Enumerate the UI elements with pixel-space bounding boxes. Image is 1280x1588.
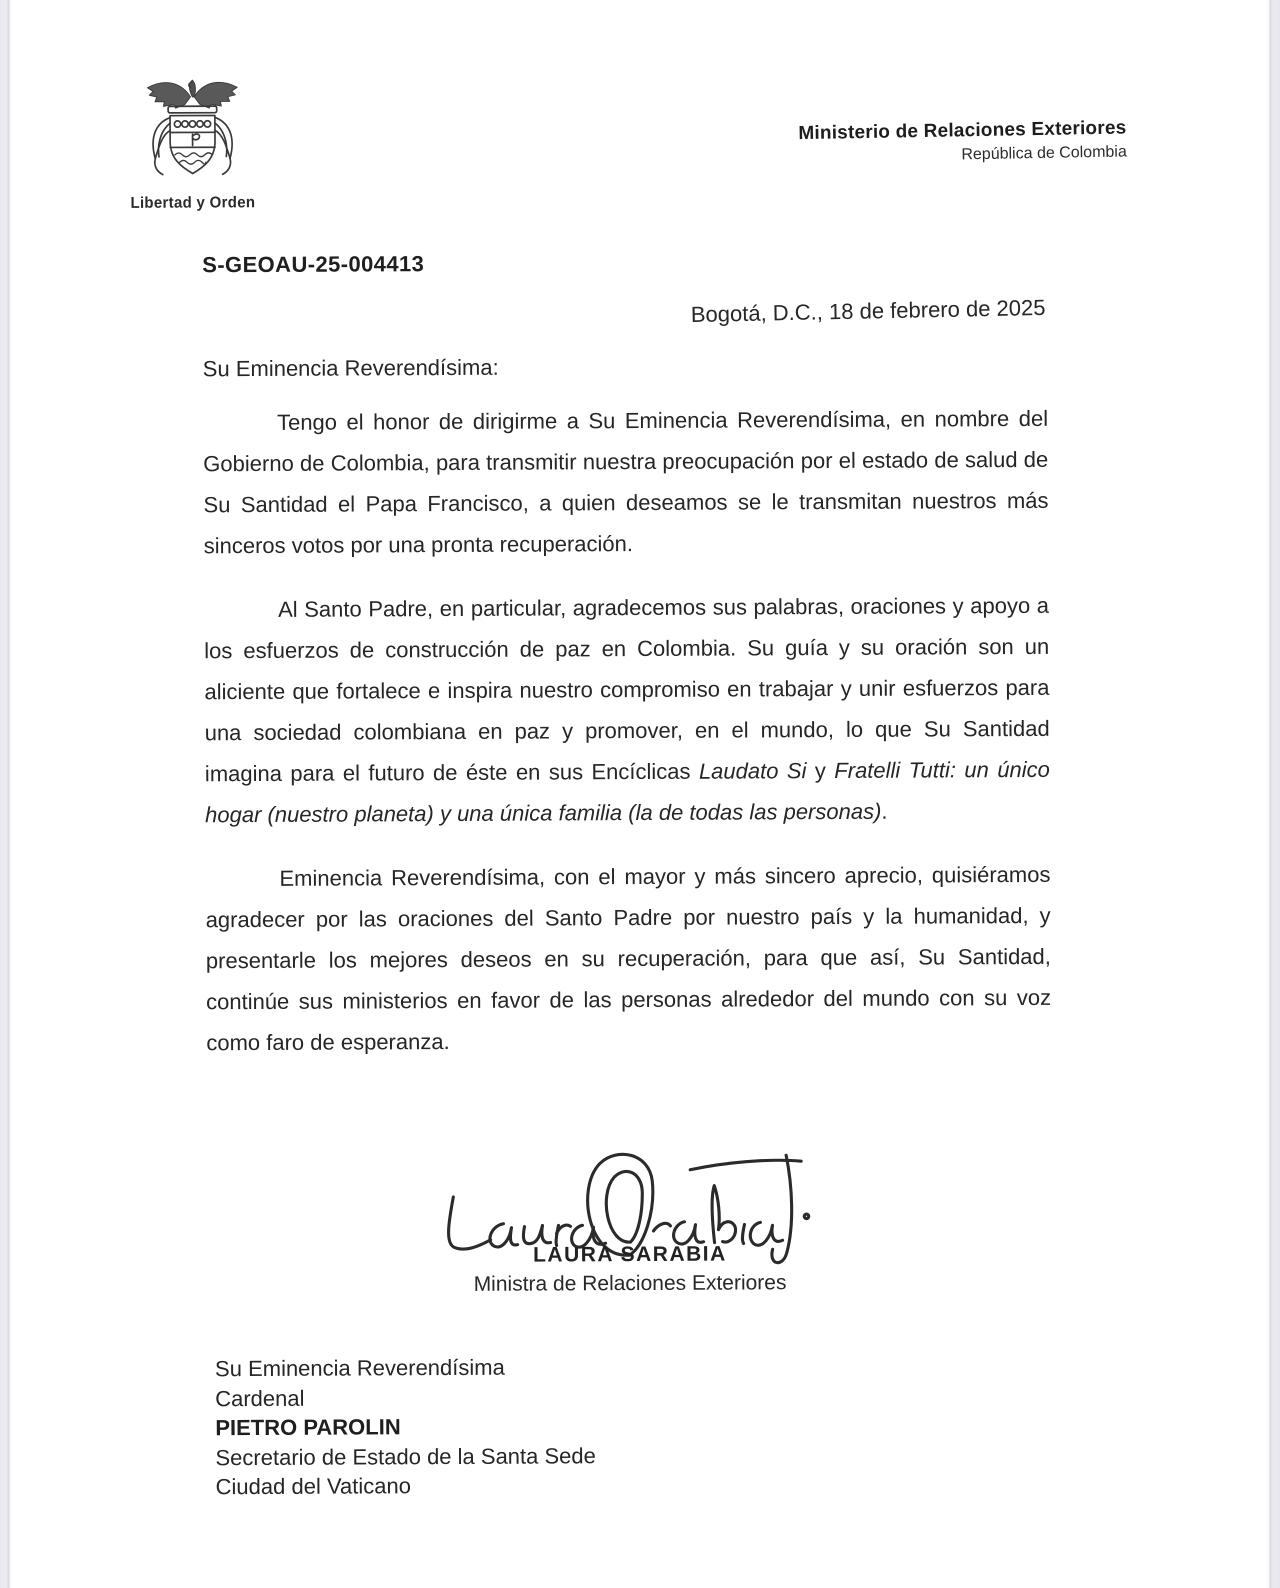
- encyclical-fratelli-tutti: Fratelli Tutti: un único hogar (nuestro planeta) y una única familia (la de todas las personas): [205, 756, 1050, 828]
- reference-number: S-GEOAU-25-004413: [202, 251, 425, 278]
- paragraph-3: [205, 854, 1051, 1063]
- recipient-city: Ciudad del Vaticano: [215, 1473, 411, 1500]
- paragraph-2-conjunction: y: [806, 757, 835, 784]
- crest-motto: Libertad y Orden: [130, 193, 256, 213]
- salutation: Su Eminencia Reverendísima:: [202, 354, 499, 382]
- recipient-block: [215, 1352, 596, 1501]
- paragraph-2-period: .: [881, 798, 888, 824]
- ministry-name: Ministerio de Relaciones Exteriores: [798, 117, 1127, 145]
- recipient-rank: Cardenal: [215, 1385, 305, 1411]
- paragraph-1-text: Tengo el honor de dirigirme a Su Eminencia Reverendísima, en nombre del Gobierno de Colombia, para transmitir nuestra preocupación por el estado de salud de Su Santidad el Papa Francisco, a quien deseamos se le transmitan nuestros más sinceros votos por una pronta recuperación.: [203, 405, 1049, 559]
- recipient-honorific: Su Eminencia Reverendísima: [214, 1354, 505, 1382]
- colombia-crest-block: [126, 76, 259, 212]
- signer-title: Ministra de Relaciones Exteriores: [473, 1271, 787, 1296]
- encyclical-laudato-si: Laudato Si: [698, 758, 807, 784]
- paragraph-2: [204, 585, 1050, 835]
- date-line: Bogotá, D.C., 18 de febrero de 2025: [690, 294, 1046, 327]
- signer-name: LAURA SARABIA: [532, 1242, 727, 1267]
- republic-name: República de Colombia: [961, 143, 1127, 164]
- colombia-coat-of-arms-icon: [137, 76, 248, 191]
- recipient-office: Secretario de Estado de la Santa Sede: [215, 1442, 596, 1470]
- letter-body: [203, 398, 1052, 1086]
- paragraph-2-text: Al Santo Padre, en particular, agradecemos sus palabras, oraciones y apoyo a los esfuerzos de construcción de paz en Colombia. Su guía y su oración son un aliciente que fortalece e inspira nuestro compromiso en trabajar y unir esfuerzos para una sociedad colombiana en paz y promover, en el mundo, lo que Su Santidad imagina para el futuro de éste en sus Encíclicas: [204, 592, 1050, 787]
- paragraph-1: [203, 398, 1049, 566]
- signature-block: [207, 1144, 1053, 1313]
- recipient-name: PIETRO PAROLIN: [215, 1414, 401, 1441]
- paragraph-3-text: Eminencia Reverendísima, con el mayor y más sincero aprecio, quisiéramos agradecer por las oraciones del Santo Padre por nuestro país y la humanidad, y presentarle los mejores deseos en su recuperación, para que así, Su Santidad, continúe sus ministerios en favor de las personas alrededor del mundo con su voz como faro de esperanza.: [205, 861, 1052, 1056]
- letterhead: [798, 117, 1127, 167]
